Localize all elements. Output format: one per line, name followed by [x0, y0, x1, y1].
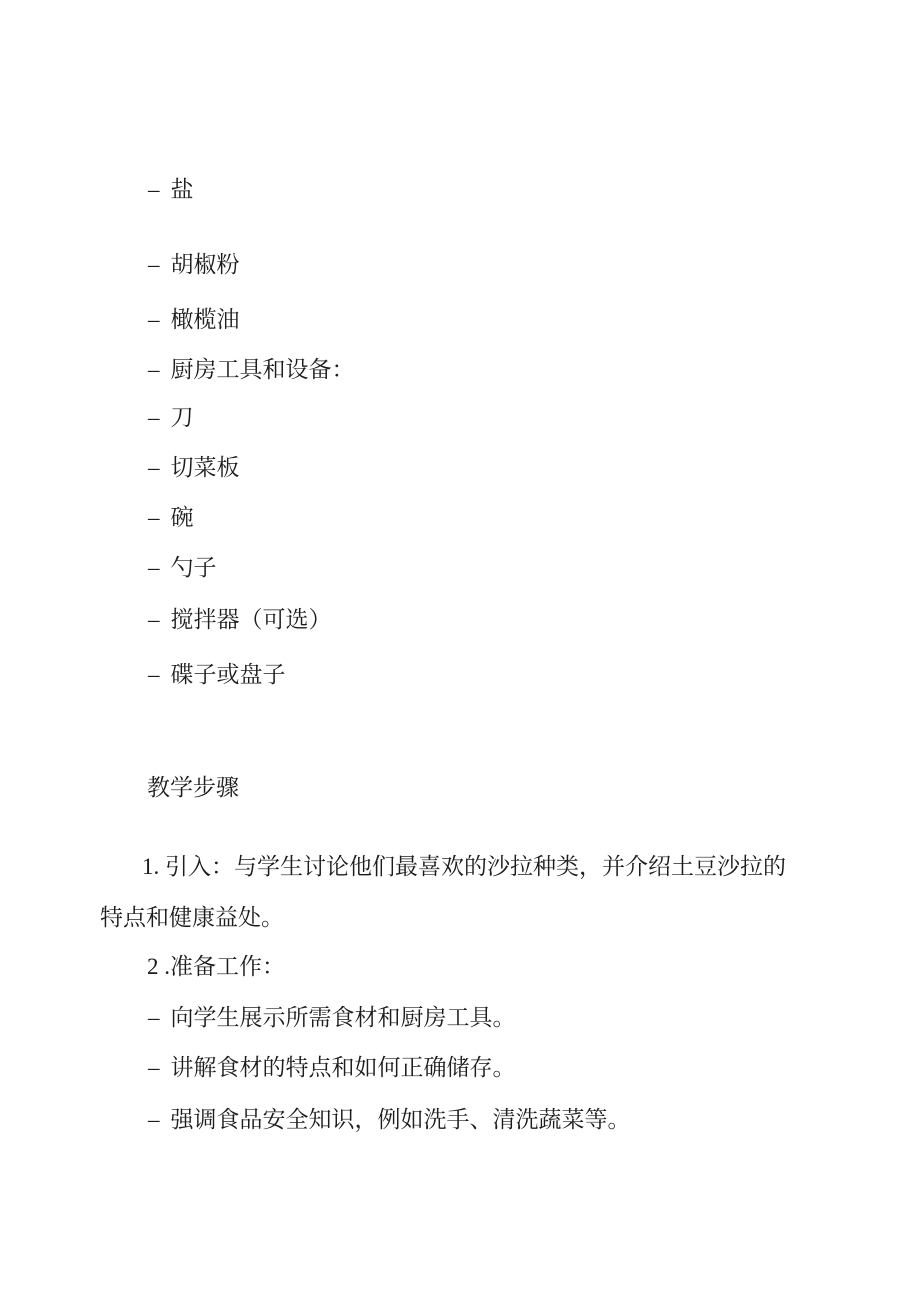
dash-bullet: – [148, 1107, 160, 1132]
list-item [148, 503, 194, 533]
dash-bullet: – [148, 607, 160, 632]
dash-bullet: – [148, 252, 160, 277]
step2-heading: 2 .准备工作： [147, 954, 285, 979]
list-item-label: 碗 [170, 505, 194, 530]
dash-bullet: – [148, 177, 160, 202]
list-item [148, 250, 240, 280]
list-item-label: 切菜板 [170, 455, 240, 480]
list-item-label: 向学生展示所需食材和厨房工具。 [170, 1005, 516, 1030]
list-item [148, 1105, 631, 1135]
dash-bullet: – [148, 1005, 160, 1030]
section-heading-teaching-steps: 教学步骤 [147, 775, 239, 800]
list-item-label: 碟子或盘子 [170, 662, 286, 687]
dash-bullet: – [148, 555, 160, 580]
list-item-label: 强调食品安全知识，例如洗手、清洗蔬菜等。 [170, 1107, 631, 1132]
list-item [148, 1003, 516, 1033]
step1-paragraph-line1: 1. 引入：与学生讨论他们最喜欢的沙拉种类，并介绍土豆沙拉的 [142, 854, 786, 879]
list-item-label: 讲解食材的特点和如何正确储存。 [170, 1055, 516, 1080]
dash-bullet: – [148, 405, 160, 430]
list-item-label: 胡椒粉 [170, 252, 240, 277]
list-item [148, 305, 240, 335]
dash-bullet: – [148, 455, 160, 480]
list-item [148, 453, 240, 483]
dash-bullet: – [148, 357, 160, 382]
list-item-label: 橄榄油 [170, 307, 240, 332]
list-item [148, 660, 286, 690]
list-item-label: 勺子 [170, 555, 217, 580]
list-item-label: 厨房工具和设备： [170, 357, 355, 382]
list-item-label: 刀 [170, 405, 194, 430]
list-item [148, 1053, 516, 1083]
list-item [148, 553, 217, 583]
list-item-label: 搅拌器（可选） [170, 607, 332, 632]
dash-bullet: – [148, 505, 160, 530]
list-item [148, 355, 355, 385]
list-item [148, 403, 194, 433]
dash-bullet: – [148, 307, 160, 332]
list-item [148, 605, 332, 635]
dash-bullet: – [148, 1055, 160, 1080]
step1-paragraph-line2: 特点和健康益处。 [100, 905, 284, 930]
list-item [148, 175, 194, 205]
list-item-label: 盐 [170, 177, 194, 202]
dash-bullet: – [148, 662, 160, 687]
